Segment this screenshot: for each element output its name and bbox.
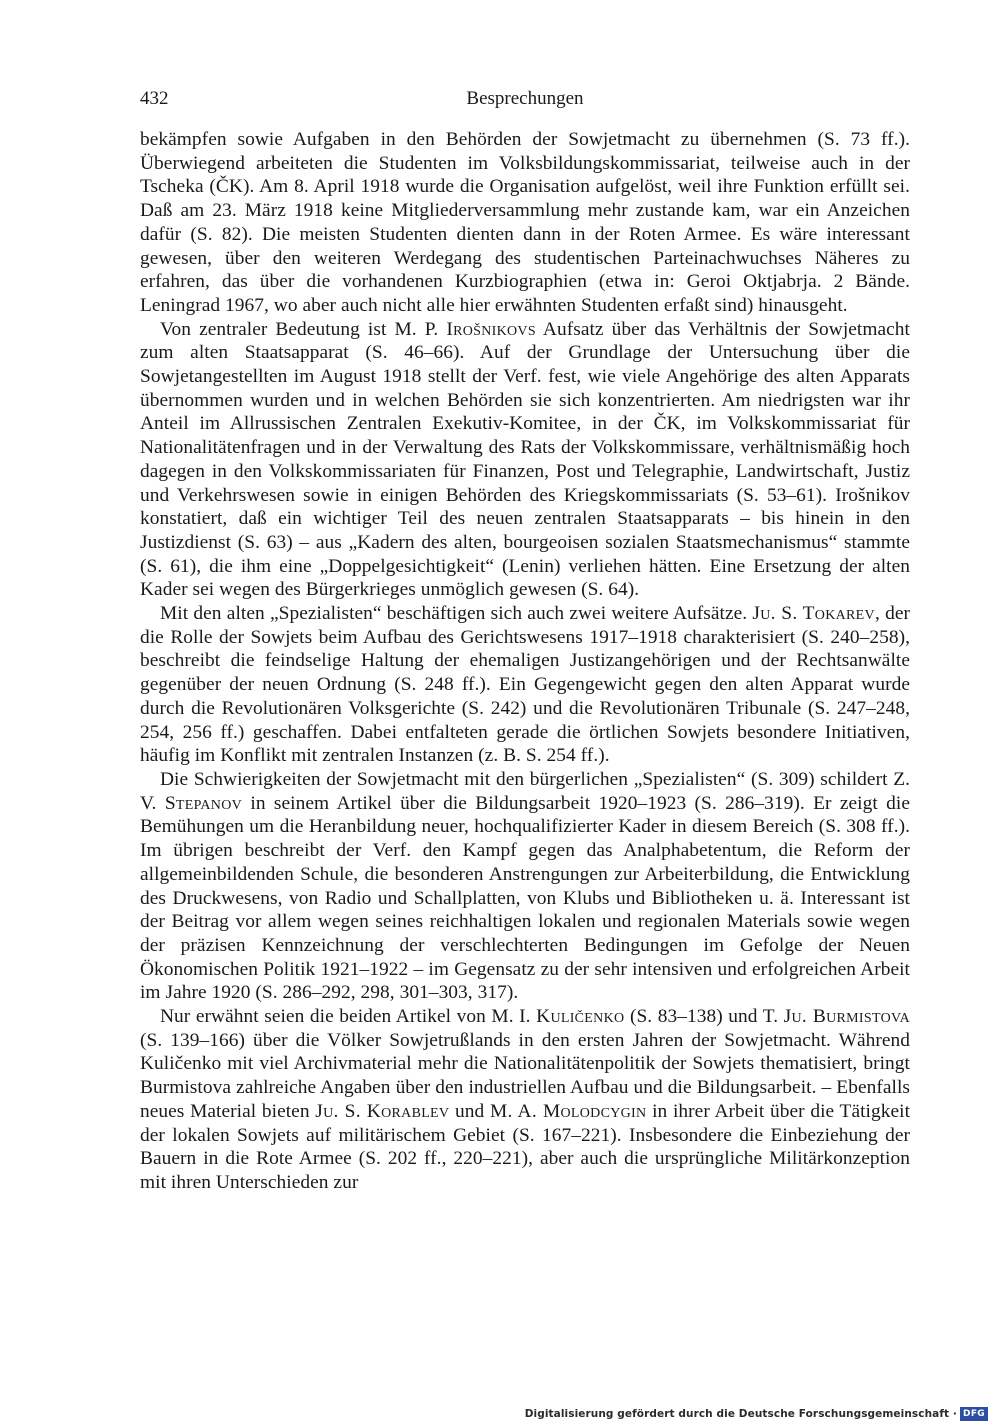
- running-head: Besprechungen: [466, 88, 584, 109]
- funding-note: Digitalisierung gefördert durch die Deutsche Forschungsgemeinschaft ·: [524, 1408, 957, 1420]
- page-header: [140, 88, 910, 112]
- author-name: Ju. S. Tokarev: [752, 603, 875, 625]
- text-run: Aufsatz über das Verhältnis der Sowjetmacht zum alten Staatsapparat (S. 46–66). Auf der Grundlage der Untersuchung über die Sowjetangestellten im August 1918 stellt der Verf. fest, wie viele Angehörige des alten Apparats übernommen wurden und in welchen Behörden sie sich konzentrierten. Am niedrigsten war ihr Anteil im Allrussischen Zentralen Exekutiv-Komitee, in der ČK, im Volkskommissariat für Nationalitätenfragen und in der Verwaltung des Rats der Volkskommissare, verhältnismäßig hoch dagegen in den Volkskommissariaten für Finanzen, Post und Telegraphie, Landwirtschaft, Justiz und Verkehrswesen sowie in einigen Behörden des Kriegskommissariats (S. 53–61). Irošnikov konstatiert, daß ein wichtiger Teil des neuen zentralen Staatsapparats – bis hinein in den Justizdienst (S. 63) – aus „Kadern des alten, bourgeoisen sozialen Staatsmechanismus“ stammte (S. 61), die ihm eine „Doppelgesichtigkeit“ (Lenin) verliehen hätten. Eine Ersetzung der alten Kader sei wegen des Bürgerkrieges unmöglich gewesen (S. 64).: [140, 318, 910, 601]
- paragraph-2: [140, 318, 910, 602]
- paragraph-3: [140, 602, 910, 768]
- text-run: Nur erwähnt seien die beiden Artikel von M. I.: [160, 1006, 537, 1028]
- text-run: und: [449, 1100, 490, 1122]
- body-text: [140, 128, 910, 1195]
- text-run: Von zentraler Bedeutung ist M. P.: [160, 318, 447, 340]
- page-number: 432: [140, 88, 169, 109]
- paragraph-5: [140, 1005, 910, 1195]
- text-run: Die Schwierigkeiten der Sowjetmacht mit den bürgerlichen „Spezialisten“ (S. 309) schildert Z. V.: [140, 768, 910, 814]
- text-run: Mit den alten „Spezialisten“ beschäftigen sich auch zwei weitere Aufsätze.: [160, 603, 753, 625]
- text-run: in seinem Artikel über die Bildungsarbeit 1920–1923 (S. 286–319). Er zeigt die Bemühungen um die Heranbildung neuer, hochqualifizierter Kader in diesem Bereich (S. 308 ff.). Im übrigen beschreibt der Verf. den Kampf gegen das Analphabetentum, die Reform der allgemeinbildenden Schule, die besonderen Anstrengungen zur Arbeiterbildung, die Entwicklung des Druckwesens, von Radio und Schallplatten, von Klubs und Bibliotheken u. ä. Interessant ist der Beitrag vor allem wegen seines reichhaltigen lokalen und regionalen Materials sowie wegen der präzisen Kennzeichnung der verschlechterten Bedingungen im Gefolge der Neuen Ökonomischen Politik 1921–1922 – im Gegensatz zu der sehr intensiven und erfolgreichen Arbeit im Jahre 1920 (S. 286–292, 298, 301–303, 317).: [140, 792, 910, 1004]
- paragraph-4: [140, 768, 910, 1005]
- paragraph-1: [140, 128, 910, 318]
- author-name: Ju. S. Korablev: [315, 1100, 450, 1122]
- dfg-logo-icon: DFG: [960, 1407, 988, 1421]
- author-name: Irošnikovs: [446, 318, 536, 340]
- text-run: (S. 83–138) und T.: [624, 1006, 784, 1028]
- author-name: Ju. Burmistova: [783, 1006, 910, 1028]
- text-run: , der die Rolle der Sowjets beim Aufbau des Gerichtswesens 1917–1918 charakterisiert (S. 240–258), beschreibt die feindselige Haltung der ehemaligen Justizangehörigen und der Rechtsanwälte gegenüber der neuen Ordnung (S. 248 ff.). Ein Gegengewicht gegen den alten Apparat wurde durch die Revolutionären Volksgerichte (S. 242) und die Revolutionären Tribunale (S. 247–248, 254, 256 ff.) geschaffen. Dabei entfalteten gerade die örtlichen Sowjets besondere Initiativen, häufig im Konflikt mit zentralen Instanzen (z. B. S. 254 ff.).: [140, 603, 910, 767]
- text-run: (S. 139–166) über die Völker Sowjetrußlands in den ersten Jahren der Sowjetmacht. Während Kuličenko mit viel Archivmaterial mehr die Nationalitätenpolitik der Sowjets thematisiert, bringt Burmistova zahlreiche Angaben über den industriellen Aufbau und die Bildungsarbeit. – Ebenfalls neues Material bieten: [140, 1029, 910, 1122]
- author-name: Kuličenko: [536, 1006, 625, 1028]
- author-name: M. A. Molodcygin: [489, 1100, 647, 1122]
- author-name: Stepanov: [164, 792, 243, 814]
- footer-credit: [525, 1406, 988, 1422]
- text-run: in ihrer Arbeit über die Tätigkeit der lokalen Sowjets auf militärischem Gebiet (S. 167–221). Insbesondere die Einbeziehung der Bauern in die Rote Armee (S. 202 ff., 220–221), aber auch die ursprüngliche Militärkonzeption mit ihren Unterschieden zur: [140, 1100, 911, 1193]
- text-run: bekämpfen sowie Aufgaben in den Behörden der Sowjetmacht zu übernehmen (S. 73 ff.). Überwiegend arbeiteten die Studenten im Volksbildungskommissariat, teilweise auch in der Tscheka (ČK). Am 8. April 1918 wurde die Organisation aufgelöst, weil ihre Funktion erfüllt sei. Daß am 23. März 1918 keine Mitgliederversammlung mehr zustande kam, war ein Anzeichen dafür (S. 82). Die meisten Studenten dienten dann in der Roten Armee. Es wäre interessant gewesen, über den weiteren Werdegang des studentischen Parteinachwuchses Näheres zu erfahren, das über die vorhandenen Kurzbiographien (etwa in: Geroi Oktjabrja. 2 Bände. Leningrad 1967, wo aber auch nicht alle hier erwähnten Studenten erfaßt sind) hinausgeht.: [140, 129, 910, 316]
